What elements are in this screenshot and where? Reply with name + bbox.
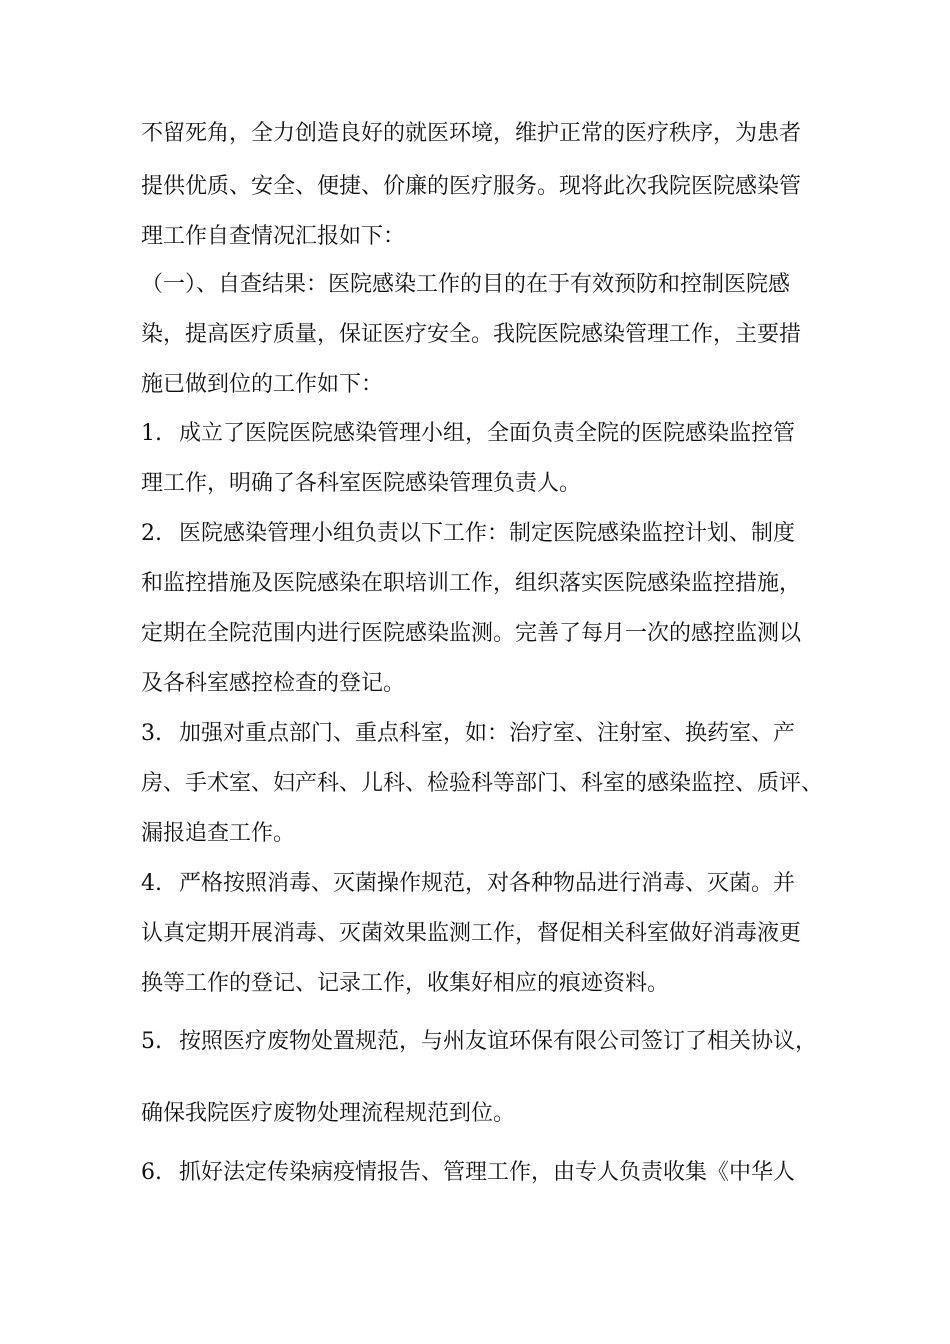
section-heading-line: （一）、自查结果：医院感染工作的目的在于有效预防和控制医院感	[141, 272, 791, 297]
list-item-5-line: 5. 按照医疗废物处置规范，与州友谊环保有限公司签订了相关协议，	[141, 1027, 817, 1057]
text-line: 不留死角，全力创造良好的就医环境，维护正常的医疗秩序，为患者	[141, 121, 802, 146]
list-item-2-line: 2. 医院感染管理小组负责以下工作：制定医院感染监控计划、制度	[141, 519, 795, 549]
list-item-6-line: 6. 抓好法定传染病疫情报告、管理工作，由专人负责收集《中华人	[141, 1158, 795, 1188]
text-line: 房、手术室、妇产科、儿科、检验科等部门、科室的感染监控、质评、	[141, 771, 824, 796]
text-line: 理工作，明确了各科室医院感染管理负责人。	[141, 471, 582, 496]
list-number: 6.	[141, 1160, 162, 1185]
list-number: 2.	[141, 521, 162, 546]
list-number: 4.	[141, 871, 162, 896]
list-number: 5.	[141, 1029, 162, 1054]
text-line: 换等工作的登记、记录工作，收集好相应的痕迹资料。	[141, 971, 670, 996]
text-line: 及各科室感控检查的登记。	[141, 671, 406, 696]
list-item-3-line: 3. 加强对重点部门、重点科室，如：治疗室、注射室、换药室、产	[141, 719, 795, 749]
list-item-1-line: 1. 成立了医院医院感染管理小组，全面负责全院的医院感染监控管	[141, 419, 795, 449]
text-line: 染，提高医疗质量，保证医疗安全。我院医院感染管理工作，主要措	[141, 322, 802, 347]
text-line: 确保我院医疗废物处理流程规范到位。	[141, 1101, 516, 1126]
text-line: 认真定期开展消毒、灭菌效果监测工作，督促相关科室做好消毒液更	[141, 921, 802, 946]
list-item-4-line: 4. 严格按照消毒、灭菌操作规范，对各种物品进行消毒、灭菌。并	[141, 869, 795, 899]
list-number: 3.	[141, 721, 162, 746]
text-line: 提供优质、安全、便捷、价廉的医疗服务。现将此次我院医院感染管	[141, 174, 802, 199]
text-line: 施已做到位的工作如下：	[141, 372, 384, 397]
list-number: 1.	[141, 421, 162, 446]
text-line: 漏报追查工作。	[141, 821, 296, 846]
text-line: 定期在全院范围内进行医院感染监测。完善了每月一次的感控监测以	[141, 621, 802, 646]
text-line: 和监控措施及医院感染在职培训工作，组织落实医院感染监控措施，	[141, 571, 802, 596]
text-line: 理工作自查情况汇报如下：	[141, 224, 406, 249]
